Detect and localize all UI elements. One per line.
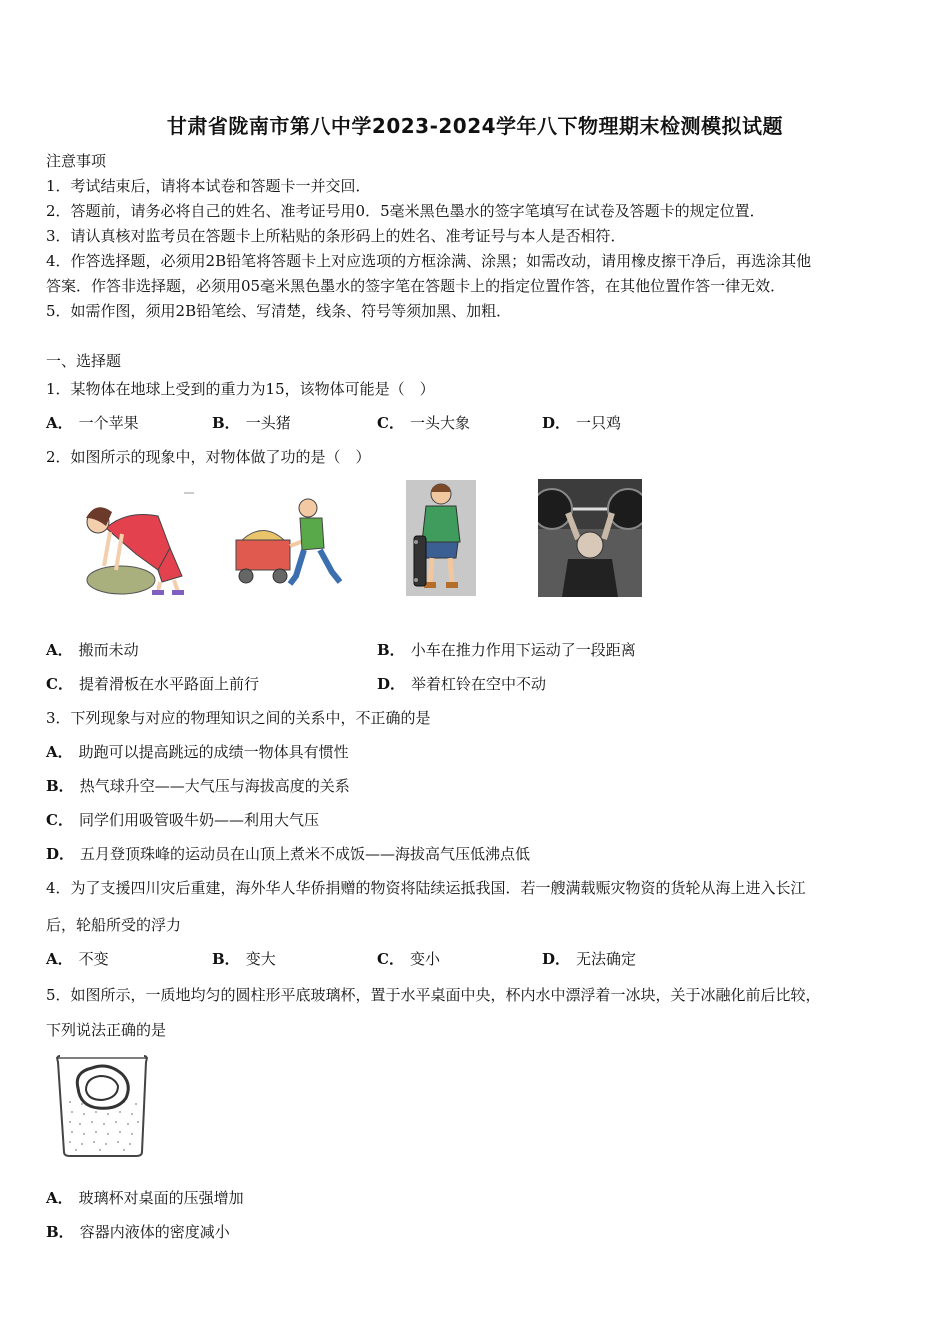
option-label: C． — [46, 811, 73, 829]
q2-option-d — [377, 673, 546, 695]
question-5-stem-cont: 下列说法正确的是 — [46, 1021, 167, 1039]
q3-option-a — [46, 741, 349, 763]
option-text: 搬而未动 — [78, 641, 139, 659]
q2-option-a — [46, 639, 139, 661]
q4-option-c — [377, 948, 440, 970]
question-3-stem: 3．下列现象与对应的物理知识之间的关系中，不正确的是 — [46, 709, 431, 727]
notice-item: 答案．作答非选择题，必须用05毫米黑色墨水的签字笔在答题卡上的指定位置作答，在其他位置作答一律无效． — [46, 277, 786, 295]
option-text: 一头大象 — [409, 414, 470, 432]
option-text: 一只鸡 — [576, 414, 622, 432]
option-label: D． — [542, 950, 571, 968]
question-4-stem: 4．为了支援四川灾后重建，海外华人华侨捐赠的物资将陆续运抵我国．若一艘满载赈灾物资的货轮从海上进入长江 — [46, 879, 806, 897]
q3-option-b — [46, 775, 350, 797]
option-label: C． — [46, 675, 73, 693]
figure-weightlifter — [538, 479, 642, 597]
option-text: 助跑可以提高跳远的成绩一物体具有惯性 — [78, 743, 349, 761]
option-text: 玻璃杯对桌面的压强增加 — [78, 1189, 244, 1207]
q5-option-b — [46, 1221, 230, 1243]
notice-item: 3．请认真核对监考员在答题卡上所粘贴的条形码上的姓名、准考证号与本人是否相符． — [46, 227, 626, 245]
notice-item: 4．作答选择题，必须用2B铅笔将答题卡上对应选项的方框涂满、涂黑；如需改动，请用橡皮擦干净后，再选涂其他 — [46, 252, 812, 270]
notice-heading: 注意事项 — [46, 152, 107, 170]
question-5-stem: 5．如图所示，一质地均匀的圆柱形平底玻璃杯，置于水平桌面中央，杯内水中漂浮着一冰块，关于冰融化前后比较， — [46, 986, 821, 1004]
option-label: B． — [46, 1223, 74, 1241]
option-label: A． — [46, 641, 73, 659]
option-label: A． — [46, 743, 73, 761]
notice-item: 1．考试结束后，请将本试卷和答题卡一并交回． — [46, 177, 371, 195]
option-label: D． — [46, 845, 75, 863]
option-text: 五月登顶珠峰的运动员在山顶上煮米不成饭——海拔高气压低沸点低 — [80, 845, 531, 863]
option-text: 容器内液体的密度减小 — [79, 1223, 230, 1241]
q4-option-d — [542, 948, 636, 970]
option-label: D． — [542, 414, 571, 432]
question-2-stem: 2．如图所示的现象中，对物体做了功的是（ ） — [46, 448, 371, 466]
q2-option-b — [377, 639, 636, 661]
option-text: 不变 — [78, 950, 109, 968]
option-text: 变大 — [245, 950, 276, 968]
notice-item: 2．答题前，请务必将自己的姓名、准考证号用0．5毫米黑色墨水的签字笔填写在试卷及答题卡的规定位置． — [46, 202, 765, 220]
notice-item: 5．如需作图，须用2B铅笔绘、写清楚，线条、符号等须加黑、加粗． — [46, 302, 512, 320]
option-label: B． — [377, 641, 405, 659]
option-text: 一头猪 — [245, 414, 291, 432]
q1-option-c — [377, 412, 470, 434]
q4-option-b — [212, 948, 276, 970]
option-label: B． — [212, 414, 240, 432]
option-text: 小车在推力作用下运动了一段距离 — [410, 641, 636, 659]
option-text: 热气球升空——大气压与海拔高度的关系 — [79, 777, 350, 795]
option-label: C． — [377, 414, 404, 432]
q1-option-b — [212, 412, 291, 434]
option-text: 同学们用吸管吸牛奶——利用大气压 — [78, 811, 319, 829]
option-label: B． — [212, 950, 240, 968]
option-label: B． — [46, 777, 74, 795]
section-heading: 一、选择题 — [46, 352, 122, 370]
option-label: A． — [46, 414, 73, 432]
option-text: 无法确定 — [576, 950, 637, 968]
figure-lifting-rock — [66, 488, 196, 598]
question-1-stem: 1．某物体在地球上受到的重力为15，该物体可能是（ ） — [46, 380, 435, 398]
q5-option-a — [46, 1187, 244, 1209]
figure-glass-with-ice — [52, 1052, 152, 1160]
option-text: 变小 — [409, 950, 440, 968]
q2-option-c — [46, 673, 259, 695]
figure-pushing-cart — [232, 496, 347, 591]
q1-option-a — [46, 412, 139, 434]
figure-carrying-skateboard — [406, 480, 476, 596]
q3-option-d — [46, 843, 530, 865]
page-title: 甘肃省陇南市第八中学2023-2024学年八下物理期末检测模拟试题 — [166, 114, 784, 138]
q1-option-d — [542, 412, 621, 434]
option-text: 提着滑板在水平路面上前行 — [78, 675, 259, 693]
option-label: C． — [377, 950, 404, 968]
question-4-stem-cont: 后，轮船所受的浮力 — [46, 916, 182, 934]
option-label: A． — [46, 950, 73, 968]
q4-option-a — [46, 948, 109, 970]
option-label: D． — [377, 675, 406, 693]
option-label: A． — [46, 1189, 73, 1207]
option-text: 一个苹果 — [78, 414, 139, 432]
q3-option-c — [46, 809, 319, 831]
option-text: 举着杠铃在空中不动 — [411, 675, 547, 693]
